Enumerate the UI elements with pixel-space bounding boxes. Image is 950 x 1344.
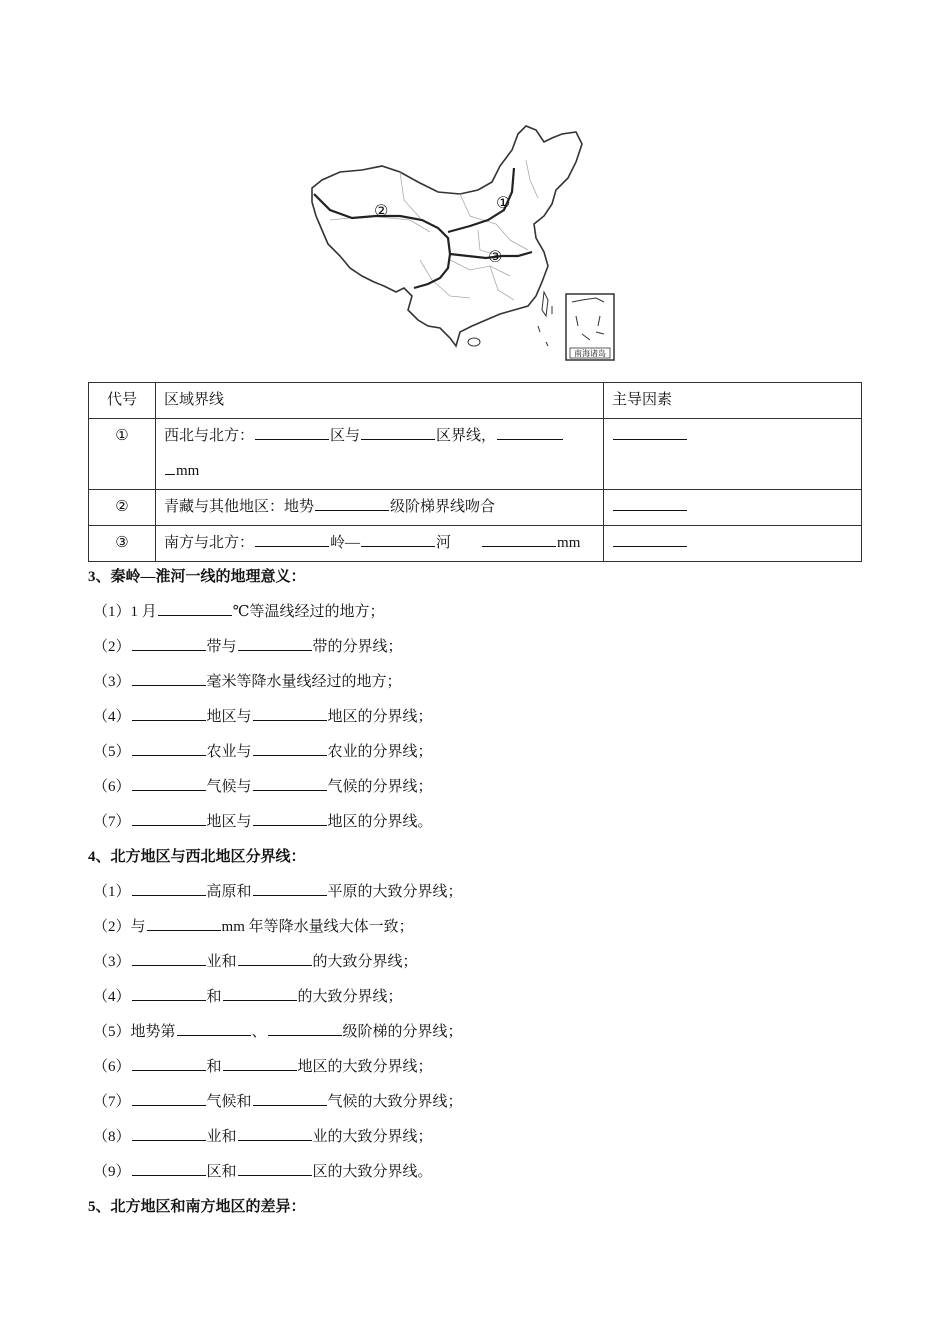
fill-blank[interactable]	[165, 458, 175, 475]
list-item	[88, 910, 888, 945]
text: 带与	[206, 639, 237, 655]
fill-blank[interactable]	[253, 739, 327, 756]
text: 和	[206, 989, 222, 1005]
item-number: （6）	[93, 779, 131, 795]
map-marker-1: ①	[496, 193, 511, 212]
text: 西北与北方：	[164, 428, 255, 444]
province-lines	[330, 160, 538, 300]
text: 带的分界线；	[312, 639, 403, 655]
row-boundary	[156, 526, 604, 562]
list-item	[88, 1120, 888, 1155]
row-code: ①	[89, 419, 156, 490]
list-item	[88, 945, 888, 980]
text: 区的大致分界线。	[312, 1164, 433, 1180]
item-number: （4）	[93, 709, 131, 725]
text: 青藏与其他地区：地势	[164, 499, 315, 515]
list-item	[88, 1015, 888, 1050]
text: 地区的大致分界线；	[297, 1059, 433, 1075]
fill-blank[interactable]	[132, 739, 206, 756]
china-map	[300, 120, 630, 365]
list-item	[88, 805, 888, 840]
map-marker-3: ③	[488, 247, 503, 266]
fill-blank[interactable]	[253, 809, 327, 826]
south-china-sea-inset	[566, 294, 614, 360]
list-item	[88, 735, 888, 770]
list-item	[88, 1050, 888, 1085]
table-header-row	[89, 383, 862, 419]
list-item	[88, 630, 888, 665]
fill-blank[interactable]	[238, 634, 312, 651]
text: 地区的分界线。	[327, 814, 433, 830]
fill-blank[interactable]	[132, 949, 206, 966]
text: 农业与	[206, 744, 252, 760]
hainan-island	[468, 338, 480, 346]
item-number: （6）	[93, 1059, 131, 1075]
row-factor	[604, 526, 862, 562]
fill-blank[interactable]	[132, 1054, 206, 1071]
text: 农业的分界线；	[327, 744, 433, 760]
row-factor	[604, 490, 862, 526]
fill-blank[interactable]	[132, 774, 206, 791]
row-code: ③	[89, 526, 156, 562]
table-row	[89, 490, 862, 526]
fill-blank[interactable]	[158, 599, 232, 616]
text: mm	[557, 535, 581, 551]
row-factor	[604, 419, 862, 490]
text: 级阶梯界线吻合	[390, 499, 496, 515]
text: 业和	[206, 954, 237, 970]
fill-blank[interactable]	[253, 774, 327, 791]
text: 气候的大致分界线；	[327, 1094, 463, 1110]
text: 气候的分界线；	[327, 779, 433, 795]
fill-blank[interactable]	[613, 423, 687, 440]
text: 、	[251, 1024, 267, 1040]
text: 河	[436, 535, 452, 551]
row-code: ②	[89, 490, 156, 526]
fill-blank[interactable]	[315, 494, 389, 511]
fill-blank[interactable]	[132, 704, 206, 721]
fill-blank[interactable]	[255, 530, 329, 547]
item-number: （9）	[93, 1164, 131, 1180]
row-boundary	[156, 490, 604, 526]
text: 1 月	[130, 604, 157, 620]
text: mm 年等降水量线大体一致；	[221, 919, 414, 935]
text: 毫米等降水量线经过的地方；	[206, 674, 402, 690]
fill-blank[interactable]	[361, 530, 435, 547]
list-item	[88, 770, 888, 805]
text: 高原和	[206, 884, 252, 900]
fill-blank[interactable]	[497, 423, 563, 440]
inset-label: 南海诸岛	[574, 349, 606, 358]
text: 地势第	[130, 1024, 176, 1040]
fill-blank[interactable]	[132, 984, 206, 1001]
item-number: （7）	[93, 1094, 131, 1110]
list-item	[88, 595, 888, 630]
list-item	[88, 1155, 888, 1190]
fill-blank[interactable]	[132, 669, 206, 686]
fill-blank[interactable]	[132, 1089, 206, 1106]
map-marker-2: ②	[374, 201, 389, 220]
list-item	[88, 665, 888, 700]
text: mm	[176, 463, 200, 479]
text: 地区的分界线；	[327, 709, 433, 725]
item-number: （3）	[93, 674, 131, 690]
fill-blank[interactable]	[268, 1019, 342, 1036]
text: 业的大致分界线；	[312, 1129, 433, 1145]
section-5-title: 5、北方地区和南方地区的差异：	[88, 1199, 306, 1215]
region-boundary-table	[88, 382, 862, 562]
item-number: （8）	[93, 1129, 131, 1145]
header-code: 代号	[89, 383, 156, 419]
item-number: （5）	[93, 1024, 131, 1040]
text: 与	[130, 919, 146, 935]
dashes	[538, 306, 552, 346]
text: 平原的大致分界线；	[327, 884, 463, 900]
text: 南方与北方：	[164, 535, 255, 551]
table-row	[89, 526, 862, 562]
item-number: （7）	[93, 814, 131, 830]
item-number: （1）	[93, 884, 131, 900]
fill-blank[interactable]	[253, 879, 327, 896]
item-number: （5）	[93, 744, 131, 760]
fill-blank[interactable]	[613, 530, 687, 547]
fill-blank[interactable]	[253, 1089, 327, 1106]
fill-blank[interactable]	[255, 423, 329, 440]
text: 级阶梯的分界线；	[342, 1024, 463, 1040]
text: 气候和	[206, 1094, 252, 1110]
text: 区与	[330, 428, 361, 444]
item-number: （4）	[93, 989, 131, 1005]
list-item	[88, 980, 888, 1015]
list-item	[88, 1085, 888, 1120]
section-3-title: 3、秦岭—淮河一线的地理意义：	[88, 569, 306, 585]
fill-blank[interactable]	[177, 1019, 251, 1036]
fill-blank[interactable]	[482, 530, 556, 547]
worksheet-content	[88, 560, 888, 1225]
fill-blank[interactable]	[223, 1054, 297, 1071]
text: 和	[206, 1059, 222, 1075]
text: 区和	[206, 1164, 237, 1180]
text: 气候与	[206, 779, 252, 795]
fill-blank[interactable]	[361, 423, 435, 440]
list-item	[88, 700, 888, 735]
text: 地区与	[206, 709, 252, 725]
item-number: （1）	[93, 604, 131, 620]
fill-blank[interactable]	[147, 914, 221, 931]
text: 业和	[206, 1129, 237, 1145]
fill-blank[interactable]	[253, 704, 327, 721]
fill-blank[interactable]	[223, 984, 297, 1001]
row-boundary	[156, 419, 604, 490]
text: 区界线，	[436, 428, 497, 444]
fill-blank[interactable]	[132, 809, 206, 826]
taiwan-island	[542, 292, 548, 316]
text: 岭—	[330, 535, 361, 551]
fill-blank[interactable]	[132, 879, 206, 896]
fill-blank[interactable]	[132, 1159, 206, 1176]
text: 地区与	[206, 814, 252, 830]
item-number: （2）	[93, 919, 131, 935]
header-factor: 主导因素	[604, 383, 862, 419]
fill-blank[interactable]	[132, 634, 206, 651]
fill-blank[interactable]	[238, 1159, 312, 1176]
item-number: （3）	[93, 954, 131, 970]
text: 的大致分界线；	[312, 954, 418, 970]
table-row	[89, 419, 862, 490]
text: ℃等温线经过的地方；	[232, 604, 385, 620]
fill-blank[interactable]	[132, 1124, 206, 1141]
text: 的大致分界线；	[297, 989, 403, 1005]
item-number: （2）	[93, 639, 131, 655]
header-boundary: 区域界线	[156, 383, 604, 419]
fill-blank[interactable]	[238, 949, 312, 966]
list-item	[88, 875, 888, 910]
section-4-title: 4、北方地区与西北地区分界线：	[88, 849, 306, 865]
fill-blank[interactable]	[613, 494, 687, 511]
fill-blank[interactable]	[238, 1124, 312, 1141]
